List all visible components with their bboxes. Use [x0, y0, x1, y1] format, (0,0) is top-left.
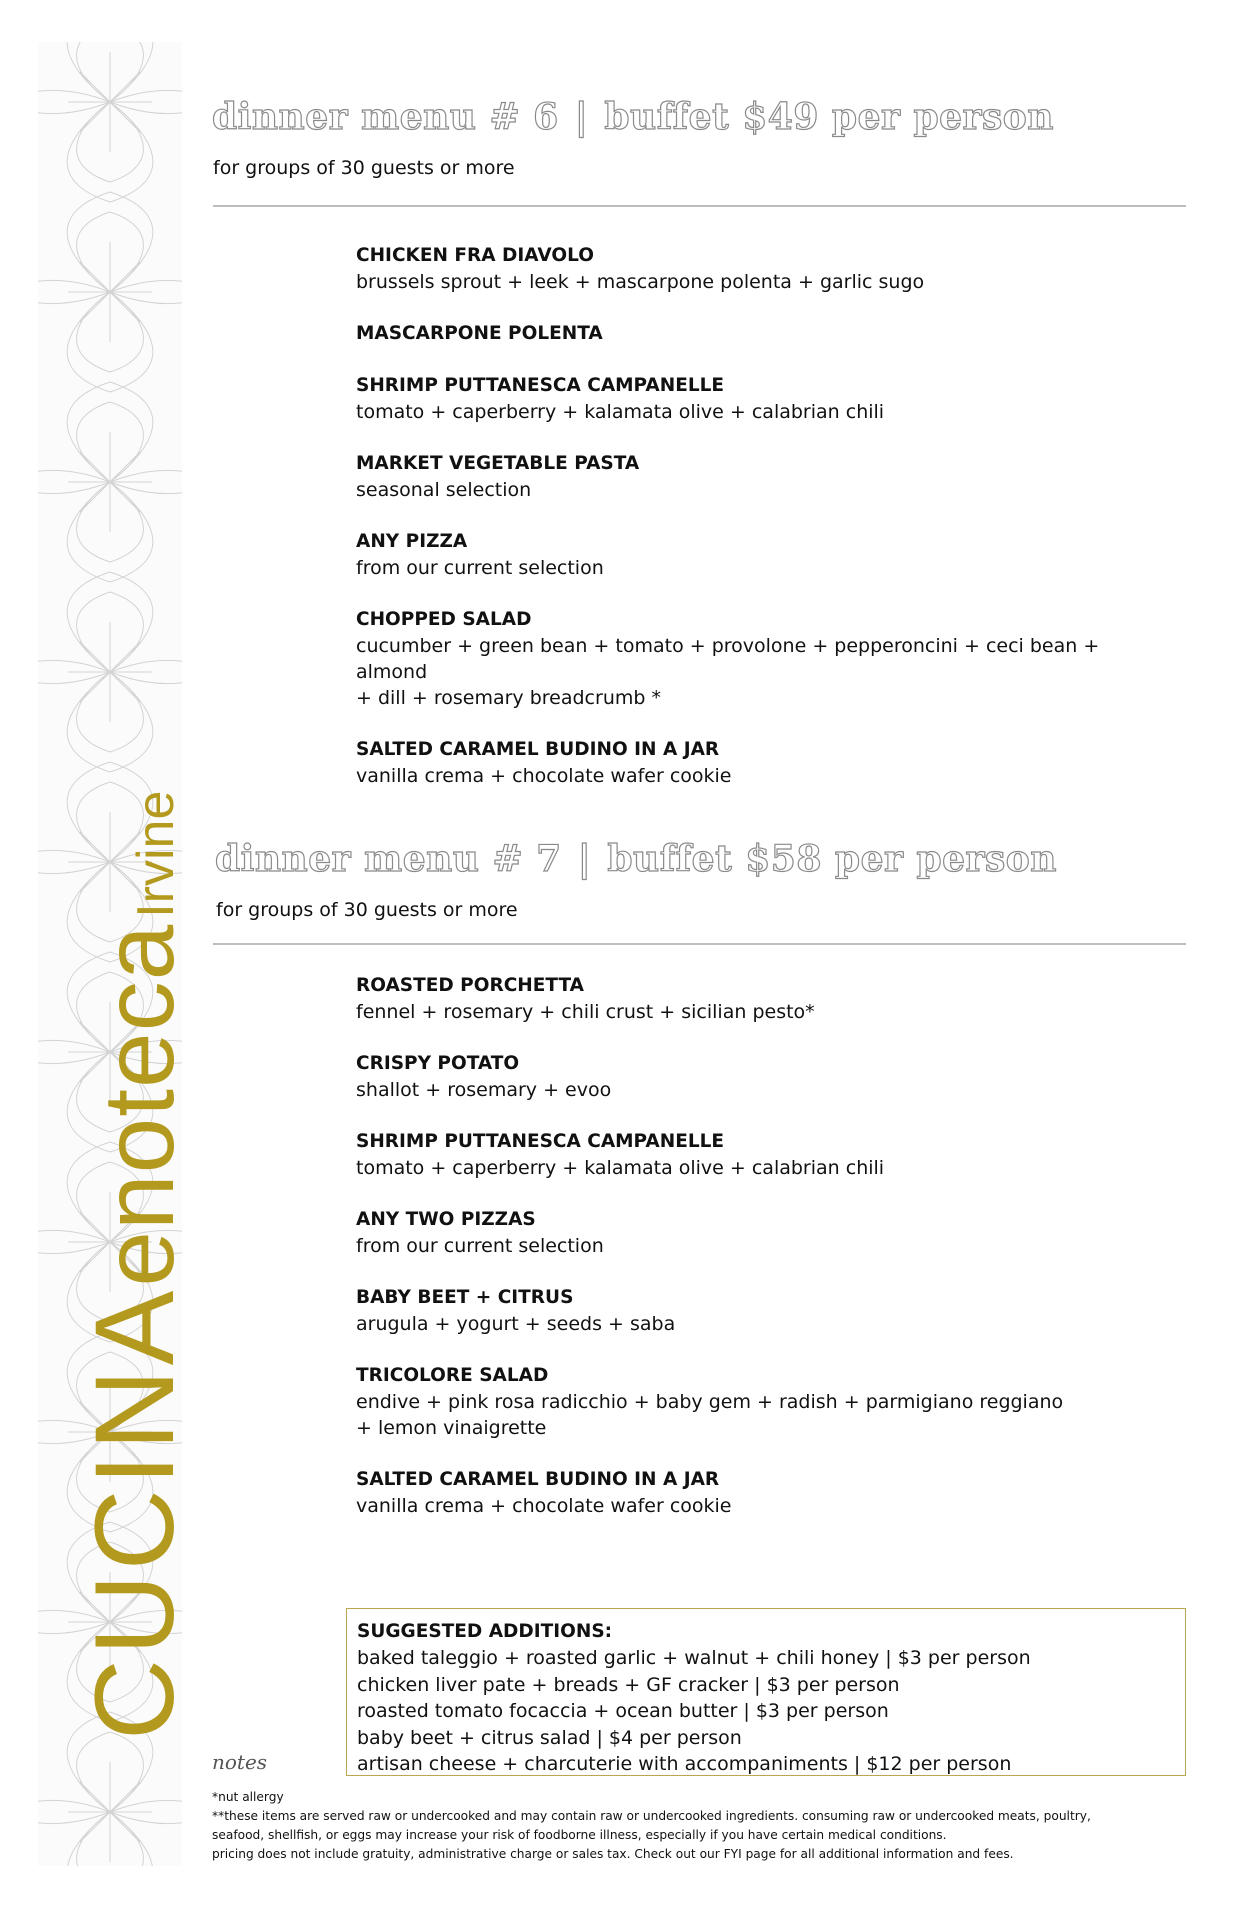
list-item: [356, 373, 1156, 425]
addition-line: baked taleggio + roasted garlic + walnut + chili honey | $3 per person: [357, 1647, 1031, 1669]
footer-line: pricing does not include gratuity, administrative charge or sales tax. Check out our FYI page for all additional information and fees.: [212, 1847, 1014, 1861]
menu-6-divider: [213, 205, 1186, 207]
addition-line: roasted tomato focaccia + ocean butter | $3 per person: [357, 1700, 889, 1722]
list-item: [356, 529, 1156, 581]
additions-heading: SUGGESTED ADDITIONS:: [357, 1621, 613, 1642]
notes-label: notes: [212, 1750, 268, 1774]
footer-line: seafood, shellfish, or eggs may increase your risk of foodborne illness, especially if you have certain medical conditions.: [212, 1828, 947, 1842]
list-item: [356, 973, 1156, 1025]
footer-line: *nut allergy: [212, 1790, 284, 1804]
brand-cucina: CUCINA: [72, 1286, 197, 1740]
item-description: arugula + yogurt + seeds + saba: [356, 1313, 676, 1335]
addition-line: chicken liver pate + breads + GF cracker | $3 per person: [357, 1673, 900, 1696]
list-item: [356, 1467, 1156, 1519]
item-description: vanilla crema + chocolate wafer cookie: [356, 765, 732, 787]
footer-notes: [212, 1788, 1212, 1864]
list-item: [356, 451, 1156, 503]
list-item: [356, 1129, 1156, 1181]
item-name: SALTED CARAMEL BUDINO IN A JAR: [356, 1469, 720, 1490]
item-description: tomato + caperberry + kalamata olive + calabrian chili: [356, 1157, 885, 1179]
list-item: [356, 1363, 1156, 1441]
menu-6-price: buffet $49 per person: [604, 96, 1054, 138]
item-name: SALTED CARAMEL BUDINO IN A JAR: [356, 739, 720, 760]
item-description: brussels sprout + leek + mascarpone polenta + garlic sugo: [356, 271, 925, 293]
item-description: from our current selection: [356, 1235, 604, 1257]
item-name: CRISPY POTATO: [356, 1053, 520, 1074]
suggested-additions-box: [346, 1608, 1186, 1776]
menu-7-title: [215, 838, 1057, 880]
menu-6-items: [356, 243, 1156, 815]
item-description: seasonal selection: [356, 479, 532, 501]
list-item: [356, 1207, 1156, 1259]
item-description: shallot + rosemary + evoo: [356, 1079, 612, 1101]
list-item: [356, 737, 1156, 789]
item-description: from our current selection: [356, 557, 604, 579]
item-description: endive + pink rosa radicchio + baby gem + radish + parmigiano reggiano: [356, 1391, 1064, 1413]
menu-7-items: [356, 973, 1156, 1545]
menu-6-subtitle: for groups of 30 guests or more: [213, 157, 515, 179]
item-description: fennel + rosemary + chili crust + sicilian pesto*: [356, 1001, 815, 1023]
item-name: ANY TWO PIZZAS: [356, 1209, 536, 1230]
brand-enoteca: enoteca: [83, 923, 195, 1287]
item-name: ROASTED PORCHETTA: [356, 975, 584, 996]
list-item: [356, 321, 1156, 347]
item-name: MARKET VEGETABLE PASTA: [356, 453, 640, 474]
item-description: cucumber + green bean + tomato + provolone + pepperoncini + ceci bean + almond: [356, 635, 1100, 683]
item-name: SHRIMP PUTTANESCA CAMPANELLE: [356, 1131, 725, 1152]
menu-7-separator: |: [577, 838, 592, 880]
item-description: vanilla crema + chocolate wafer cookie: [356, 1495, 732, 1517]
list-item: [356, 1051, 1156, 1103]
menu-7-name: dinner menu # 7: [215, 838, 562, 880]
menu-7-price: buffet $58 per person: [607, 838, 1057, 880]
addition-line: baby beet + citrus salad | $4 per person: [357, 1726, 742, 1749]
brand-logo: [70, 791, 199, 1740]
list-item: [356, 1285, 1156, 1337]
item-name: CHICKEN FRA DIAVOLO: [356, 245, 594, 266]
menu-6-name: dinner menu # 6: [212, 96, 559, 138]
item-name: ANY PIZZA: [356, 531, 468, 552]
menu-6-separator: |: [574, 96, 589, 138]
menu-6-title: [212, 96, 1054, 138]
list-item: [356, 243, 1156, 295]
item-name: MASCARPONE POLENTA: [356, 323, 603, 344]
footer-line: **these items are served raw or undercooked and may contain raw or undercooked ingredients. consuming raw or undercooked meats, poultry,: [212, 1809, 1091, 1823]
list-item: [356, 607, 1156, 711]
brand-irvine: Irvine: [127, 790, 185, 918]
item-name: BABY BEET + CITRUS: [356, 1287, 574, 1308]
item-name: TRICOLORE SALAD: [356, 1365, 549, 1386]
menu-7-divider: [213, 943, 1186, 945]
item-description-continued: + dill + rosemary breadcrumb *: [356, 687, 661, 709]
item-name: SHRIMP PUTTANESCA CAMPANELLE: [356, 375, 725, 396]
menu-7-subtitle: for groups of 30 guests or more: [216, 899, 518, 921]
item-description-continued: + lemon vinaigrette: [356, 1417, 547, 1439]
item-name: CHOPPED SALAD: [356, 609, 532, 630]
item-description: tomato + caperberry + kalamata olive + calabrian chili: [356, 401, 885, 423]
addition-line: artisan cheese + charcuterie with accompaniments | $12 per person: [357, 1753, 1012, 1775]
